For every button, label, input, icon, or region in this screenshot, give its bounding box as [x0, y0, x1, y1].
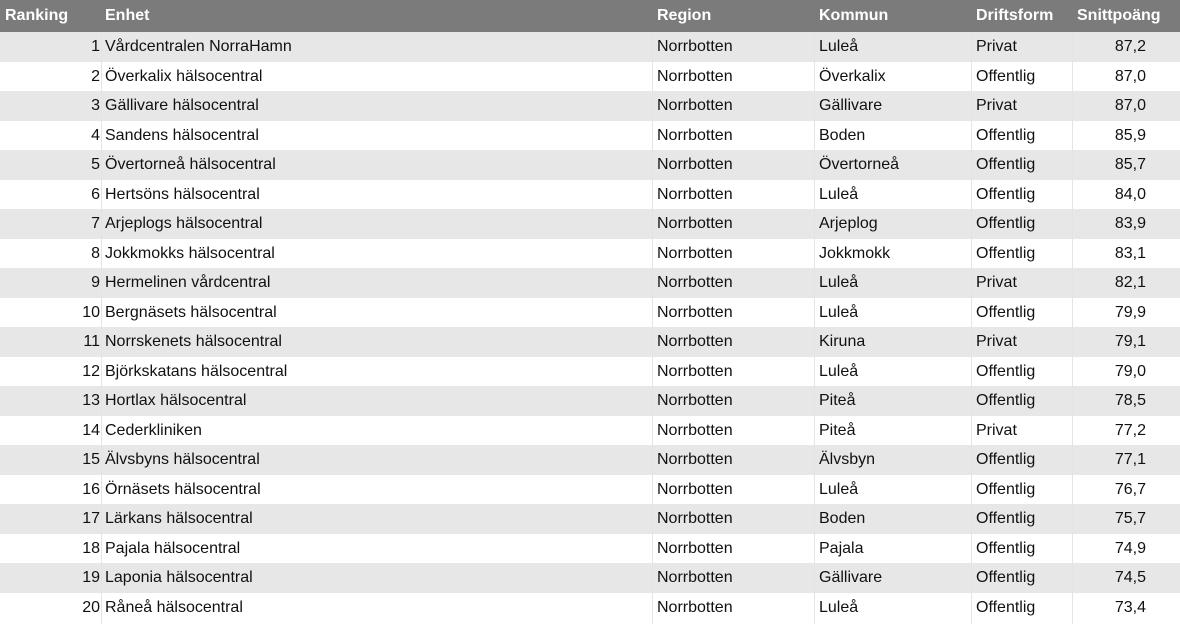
cell-snittpoang[interactable]: 78,5	[1114, 392, 1146, 409]
table-row[interactable]	[0, 416, 1180, 446]
cell-snittpoang[interactable]: 87,0	[1114, 97, 1146, 114]
cell-ranking[interactable]: 9	[91, 274, 100, 291]
cell-ranking[interactable]: 17	[82, 510, 100, 527]
cell-driftsform[interactable]: Offentlig	[976, 480, 1036, 498]
cell-snittpoang[interactable]: 85,7	[1114, 156, 1146, 173]
cell-kommun[interactable]: Pajala	[819, 539, 864, 557]
cell-driftsform[interactable]: Offentlig	[976, 244, 1036, 262]
header-ranking[interactable]: Ranking	[5, 7, 69, 24]
cell-snittpoang[interactable]: 74,9	[1114, 539, 1146, 557]
cell-snittpoang[interactable]: 83,9	[1114, 215, 1146, 232]
table-row[interactable]	[0, 327, 1180, 357]
cell-ranking[interactable]: 14	[82, 421, 100, 439]
header-region[interactable]: Region	[657, 7, 712, 24]
cell-snittpoang[interactable]: 83,1	[1114, 244, 1146, 262]
cell-ranking[interactable]: 5	[91, 156, 100, 173]
cell-ranking[interactable]: 8	[91, 244, 100, 262]
table-row[interactable]	[0, 386, 1180, 416]
cell-snittpoang[interactable]: 82,1	[1114, 274, 1146, 291]
cell-enhet[interactable]: Bergnäsets hälsocentral	[105, 303, 277, 321]
cell-region[interactable]: Norrbotten	[657, 539, 733, 557]
cell-region[interactable]: Norrbotten	[657, 598, 733, 616]
cell-enhet[interactable]: Lärkans hälsocentral	[105, 510, 253, 527]
cell-enhet[interactable]: Övertorneå hälsocentral	[105, 156, 276, 173]
table-row[interactable]	[0, 180, 1180, 210]
cell-kommun[interactable]: Piteå	[819, 421, 856, 439]
cell-ranking[interactable]: 2	[91, 67, 100, 85]
table-row[interactable]	[0, 357, 1180, 387]
table-row[interactable]	[0, 121, 1180, 151]
cell-driftsform[interactable]: Offentlig	[976, 510, 1036, 527]
cell-enhet[interactable]: Råneå hälsocentral	[105, 598, 243, 616]
cell-enhet[interactable]: Överkalix hälsocentral	[105, 67, 263, 85]
cell-kommun[interactable]: Piteå	[819, 392, 856, 409]
cell-region[interactable]: Norrbotten	[657, 67, 733, 85]
table-row[interactable]	[0, 268, 1180, 298]
cell-kommun[interactable]: Luleå	[819, 185, 859, 203]
table-row[interactable]	[0, 563, 1180, 593]
cell-enhet[interactable]: Gällivare hälsocentral	[105, 97, 259, 114]
cell-ranking[interactable]: 18	[82, 539, 100, 557]
cell-enhet[interactable]: Hortlax hälsocentral	[105, 392, 247, 409]
column-divider	[814, 32, 815, 624]
cell-region[interactable]: Norrbotten	[657, 244, 733, 262]
cell-kommun[interactable]: Luleå	[819, 303, 859, 321]
table-row[interactable]	[0, 32, 1180, 62]
cell-kommun[interactable]: Luleå	[819, 38, 859, 55]
cell-kommun[interactable]: Älvsbyn	[819, 451, 876, 468]
column-divider	[652, 32, 653, 624]
cell-region[interactable]: Norrbotten	[657, 185, 733, 203]
header-kommun[interactable]: Kommun	[819, 7, 889, 24]
cell-driftsform[interactable]: Offentlig	[976, 303, 1036, 321]
cell-region[interactable]: Norrbotten	[657, 480, 733, 498]
cell-region[interactable]: Norrbotten	[657, 97, 733, 114]
cell-snittpoang[interactable]: 76,7	[1114, 480, 1146, 498]
cell-snittpoang[interactable]: 75,7	[1114, 510, 1146, 527]
cell-driftsform[interactable]: Offentlig	[976, 392, 1036, 409]
cell-driftsform[interactable]: Offentlig	[976, 598, 1036, 616]
table-row[interactable]	[0, 445, 1180, 475]
cell-region[interactable]: Norrbotten	[657, 392, 733, 409]
cell-kommun[interactable]: Luleå	[819, 598, 859, 616]
cell-snittpoang[interactable]: 79,1	[1114, 333, 1146, 350]
cell-snittpoang[interactable]: 77,1	[1114, 451, 1146, 468]
table-row[interactable]	[0, 593, 1180, 623]
cell-enhet[interactable]: Älvsbyns hälsocentral	[105, 451, 260, 468]
table-row[interactable]	[0, 62, 1180, 92]
cell-region[interactable]: Norrbotten	[657, 333, 733, 350]
cell-driftsform[interactable]: Privat	[976, 97, 1017, 114]
column-divider	[1072, 32, 1073, 624]
cell-ranking[interactable]: 15	[82, 451, 100, 468]
cell-driftsform[interactable]: Offentlig	[976, 451, 1036, 468]
cell-ranking[interactable]: 10	[82, 303, 100, 321]
cell-region[interactable]: Norrbotten	[657, 421, 733, 439]
cell-driftsform[interactable]: Offentlig	[976, 185, 1036, 203]
cell-enhet[interactable]: Norrskenets hälsocentral	[105, 333, 282, 350]
cell-driftsform[interactable]: Privat	[976, 333, 1017, 350]
cell-kommun[interactable]: Boden	[819, 126, 866, 144]
cell-snittpoang[interactable]: 77,2	[1114, 421, 1146, 439]
table-row[interactable]	[0, 150, 1180, 180]
cell-snittpoang[interactable]: 79,9	[1114, 303, 1146, 321]
cell-region[interactable]: Norrbotten	[657, 569, 733, 586]
table-row[interactable]	[0, 504, 1180, 534]
cell-snittpoang[interactable]: 84,0	[1114, 185, 1146, 203]
cell-region[interactable]: Norrbotten	[657, 215, 733, 232]
cell-snittpoang[interactable]: 73,4	[1114, 598, 1146, 616]
cell-region[interactable]: Norrbotten	[657, 303, 733, 321]
cell-region[interactable]: Norrbotten	[657, 38, 733, 55]
table-row[interactable]	[0, 534, 1180, 564]
cell-ranking[interactable]: 11	[83, 333, 100, 350]
cell-snittpoang[interactable]: 87,0	[1114, 67, 1146, 85]
cell-kommun[interactable]: Jokkmokk	[819, 244, 891, 262]
table-row[interactable]	[0, 209, 1180, 239]
cell-driftsform[interactable]: Offentlig	[976, 156, 1036, 173]
cell-kommun[interactable]: Gällivare	[819, 97, 883, 114]
cell-enhet[interactable]: Hermelinen vårdcentral	[105, 274, 271, 291]
cell-driftsform[interactable]: Privat	[976, 274, 1017, 291]
table-row[interactable]	[0, 91, 1180, 121]
cell-driftsform[interactable]: Offentlig	[976, 126, 1036, 144]
cell-region[interactable]: Norrbotten	[657, 451, 733, 468]
table-row[interactable]	[0, 475, 1180, 505]
cell-enhet[interactable]: Örnäsets hälsocentral	[105, 480, 261, 498]
cell-ranking[interactable]: 1	[91, 38, 100, 55]
cell-enhet[interactable]: Cederkliniken	[105, 421, 202, 439]
cell-snittpoang[interactable]: 87,2	[1114, 38, 1146, 55]
cell-kommun[interactable]: Överkalix	[819, 67, 886, 85]
cell-driftsform[interactable]: Privat	[976, 421, 1017, 439]
cell-enhet[interactable]: Laponia hälsocentral	[105, 569, 253, 586]
cell-enhet[interactable]: Arjeplogs hälsocentral	[105, 215, 263, 232]
cell-snittpoang[interactable]: 85,9	[1114, 126, 1146, 144]
cell-kommun[interactable]: Luleå	[819, 362, 859, 380]
cell-ranking[interactable]: 13	[82, 392, 100, 409]
cell-region[interactable]: Norrbotten	[657, 126, 733, 144]
header-snittpoang[interactable]: Snittpoäng	[1077, 7, 1161, 24]
column-divider	[971, 32, 972, 624]
cell-driftsform[interactable]: Offentlig	[976, 362, 1036, 380]
header-enhet[interactable]: Enhet	[105, 7, 150, 24]
cell-driftsform[interactable]: Offentlig	[976, 67, 1036, 85]
cell-ranking[interactable]: 4	[91, 126, 100, 144]
header-driftsform[interactable]: Driftsform	[976, 7, 1054, 24]
table-row[interactable]	[0, 239, 1180, 269]
column-divider	[101, 32, 102, 624]
cell-ranking[interactable]: 16	[82, 480, 100, 498]
cell-kommun[interactable]: Arjeplog	[819, 215, 878, 232]
cell-ranking[interactable]: 3	[91, 97, 100, 114]
cell-enhet[interactable]: Pajala hälsocentral	[105, 539, 241, 557]
cell-driftsform[interactable]: Offentlig	[976, 215, 1036, 232]
cell-driftsform[interactable]: Privat	[976, 38, 1017, 55]
cell-ranking[interactable]: 6	[91, 185, 100, 203]
cell-snittpoang[interactable]: 79,0	[1114, 362, 1146, 380]
cell-driftsform[interactable]: Offentlig	[976, 569, 1036, 586]
cell-kommun[interactable]: Gällivare	[819, 569, 883, 586]
cell-region[interactable]: Norrbotten	[657, 362, 733, 380]
table-header-row	[0, 0, 1180, 32]
cell-enhet[interactable]: Vårdcentralen NorraHamn	[105, 38, 292, 55]
cell-enhet[interactable]: Björkskatans hälsocentral	[105, 362, 288, 380]
cell-kommun[interactable]: Boden	[819, 510, 866, 527]
cell-kommun[interactable]: Luleå	[819, 480, 859, 498]
cell-ranking[interactable]: 7	[91, 215, 100, 232]
cell-enhet[interactable]: Sandens hälsocentral	[105, 126, 259, 144]
cell-region[interactable]: Norrbotten	[657, 274, 733, 291]
cell-enhet[interactable]: Hertsöns hälsocentral	[105, 185, 260, 203]
cell-region[interactable]: Norrbotten	[657, 510, 733, 527]
cell-kommun[interactable]: Övertorneå	[819, 156, 900, 173]
cell-kommun[interactable]: Luleå	[819, 274, 859, 291]
cell-driftsform[interactable]: Offentlig	[976, 539, 1036, 557]
cell-ranking[interactable]: 12	[82, 362, 100, 380]
cell-enhet[interactable]: Jokkmokks hälsocentral	[105, 244, 275, 262]
cell-ranking[interactable]: 19	[82, 569, 100, 586]
cell-region[interactable]: Norrbotten	[657, 156, 733, 173]
table-row[interactable]	[0, 298, 1180, 328]
cell-snittpoang[interactable]: 74,5	[1114, 569, 1146, 586]
cell-kommun[interactable]: Kiruna	[819, 333, 866, 350]
cell-ranking[interactable]: 20	[82, 598, 100, 616]
